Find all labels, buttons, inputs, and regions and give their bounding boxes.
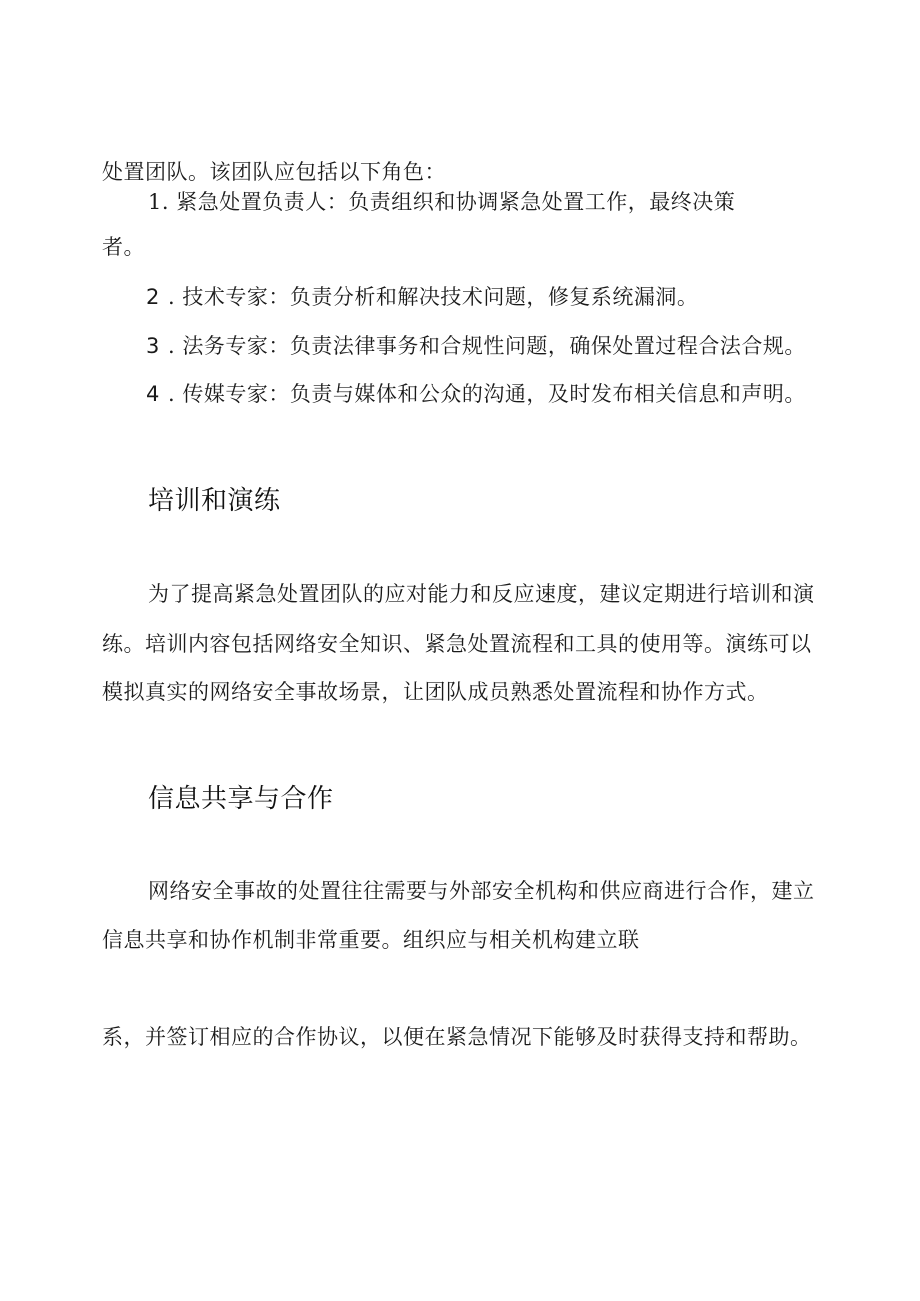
sharing-paragraph-line-2: 信息共享和协作机制非常重要。组织应与相关机构建立联: [102, 928, 640, 952]
training-paragraph-line-2: 练。培训内容包括网络安全知识、紧急处置流程和工具的使用等。演练可以: [102, 632, 812, 656]
sharing-paragraph-line-1: 网络安全事故的处置往往需要与外部安全机构和供应商进行合作，建立: [148, 879, 815, 903]
role-item-3-text: . 法务专家：负责法律事务和合规性问题，确保处置过程合法合规。: [168, 334, 806, 358]
role-item-4-text: . 传媒专家：负责与媒体和公众的沟通，及时发布相关信息和声明。: [168, 382, 806, 406]
role-item-4-number: 4: [146, 382, 160, 406]
training-paragraph-line-1: 为了提高紧急处置团队的应对能力和反应速度，建议定期进行培训和演: [148, 582, 815, 606]
role-item-2-number: 2: [146, 285, 160, 309]
sharing-paragraph-line-3: 系，并签订相应的合作协议，以便在紧急情况下能够及时获得支持和帮助。: [102, 1025, 812, 1049]
role-item-4: [146, 380, 806, 408]
role-item-1-line-1: 1. 紧急处置负责人：负责组织和协调紧急处置工作，最终决策: [148, 190, 736, 214]
role-item-3-number: 3: [146, 334, 160, 358]
role-item-2: [146, 283, 698, 311]
roles-intro-line: 处置团队。该团队应包括以下角色：: [102, 160, 446, 184]
training-heading: 培训和演练: [148, 486, 281, 516]
sharing-heading: 信息共享与合作: [148, 784, 334, 814]
role-item-1-line-2: 者。: [102, 235, 145, 259]
role-item-3: [146, 332, 806, 360]
role-item-2-text: . 技术专家：负责分析和解决技术问题，修复系统漏洞。: [168, 285, 699, 309]
training-paragraph-line-3: 模拟真实的网络安全事故场景，让团队成员熟悉处置流程和协作方式。: [102, 680, 769, 704]
